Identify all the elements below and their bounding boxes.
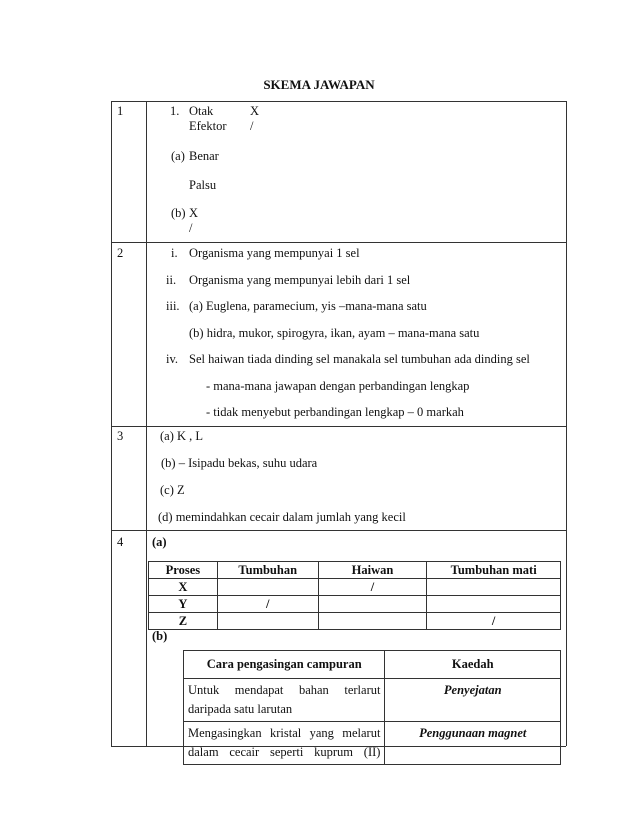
cell-haiwan <box>318 596 427 613</box>
cell-cara-line-2: dalam cecair seperti kuprum (II) <box>188 745 381 759</box>
table-row <box>184 679 561 722</box>
efektor-label: Efektor <box>189 119 227 133</box>
item-ii-label: ii. <box>166 273 177 287</box>
item-i-text: Organisma yang mempunyai 1 sel <box>189 246 360 260</box>
part-a-answer-1: Benar <box>189 149 219 163</box>
question-number: 3 <box>117 429 124 443</box>
marking-note-2: - tidak menyebut perbandingan lengkap – 0 markah <box>206 405 464 419</box>
row-divider <box>111 242 566 243</box>
cell-tumbuhan-mati <box>427 596 561 613</box>
cell-tumbuhan: / <box>217 596 318 613</box>
table-row <box>184 722 561 765</box>
cell-proses: Z <box>149 613 218 630</box>
header-proses: Proses <box>149 562 218 579</box>
header-cara: Cara pengasingan campuran <box>184 651 385 679</box>
cell-cara-line-1: Untuk mendapat bahan terlarut <box>188 683 381 697</box>
cell-tumbuhan <box>217 613 318 630</box>
table-header-row <box>149 562 561 579</box>
header-haiwan: Haiwan <box>318 562 427 579</box>
cell-kaedah: Penyejatan <box>385 679 561 722</box>
part-b-answer-2: / <box>189 221 193 235</box>
cell-tumbuhan-mati: / <box>427 613 561 630</box>
question-number: 1 <box>117 104 124 118</box>
table-row <box>149 596 561 613</box>
item-i-label: i. <box>171 246 178 260</box>
otak-mark: X <box>250 104 260 118</box>
cell-tumbuhan <box>217 579 318 596</box>
cell-haiwan: / <box>318 579 427 596</box>
part-b-label: (b) <box>171 206 186 220</box>
part-a-label: (a) <box>152 535 167 549</box>
table-header-row <box>184 651 561 679</box>
cell-cara <box>184 722 385 765</box>
question-number: 2 <box>117 246 124 260</box>
cell-cara-line-1: Mengasingkan kristal yang melarut <box>188 726 381 740</box>
answer-a: (a) K , L <box>160 429 204 443</box>
column-divider <box>146 101 147 746</box>
table-border-left <box>111 101 112 746</box>
table-row <box>149 613 561 630</box>
header-tumbuhan: Tumbuhan <box>217 562 318 579</box>
item-iv-text: Sel haiwan tiada dinding sel manakala sel tumbuhan ada dinding sel <box>189 352 530 366</box>
item-iii-label: iii. <box>166 299 180 313</box>
part-a-answer-2: Palsu <box>189 178 217 192</box>
row-divider <box>111 530 566 531</box>
cell-cara <box>184 679 385 722</box>
table-row <box>149 579 561 596</box>
table-border-right <box>566 101 567 746</box>
item-number: 1. <box>170 104 180 118</box>
otak-label: Otak <box>189 104 214 118</box>
item-iii-a: (a) Euglena, paramecium, yis –mana-mana satu <box>189 299 427 313</box>
item-iv-label: iv. <box>166 352 179 366</box>
item-ii-text: Organisma yang mempunyai lebih dari 1 sel <box>189 273 411 287</box>
cell-kaedah: Penggunaan magnet <box>385 722 561 765</box>
efektor-mark: / <box>250 119 254 133</box>
table-border-top <box>111 101 566 102</box>
part-b-label: (b) <box>152 629 168 643</box>
cell-tumbuhan-mati <box>427 579 561 596</box>
answer-c: (c) Z <box>160 483 185 497</box>
marking-note-1: - mana-mana jawapan dengan perbandingan lengkap <box>206 379 470 393</box>
cell-haiwan <box>318 613 427 630</box>
cell-cara-line-2: daripada satu larutan <box>188 702 293 716</box>
part-b-answer-1: X <box>189 206 199 220</box>
row-divider <box>111 426 566 427</box>
question-number: 4 <box>117 535 124 549</box>
header-kaedah: Kaedah <box>385 651 561 679</box>
answer-b: (b) – Isipadu bekas, suhu udara <box>161 456 318 470</box>
separation-table <box>183 650 561 765</box>
page-title: SKEMA JAWAPAN <box>263 77 375 92</box>
cell-proses: X <box>149 579 218 596</box>
answer-d: (d) memindahkan cecair dalam jumlah yang kecil <box>158 510 406 524</box>
process-table <box>148 561 561 630</box>
header-tumbuhan-mati: Tumbuhan mati <box>427 562 561 579</box>
item-iii-b: (b) hidra, mukor, spirogyra, ikan, ayam – mana-mana satu <box>189 326 480 340</box>
cell-proses: Y <box>149 596 218 613</box>
part-a-label: (a) <box>171 149 185 163</box>
